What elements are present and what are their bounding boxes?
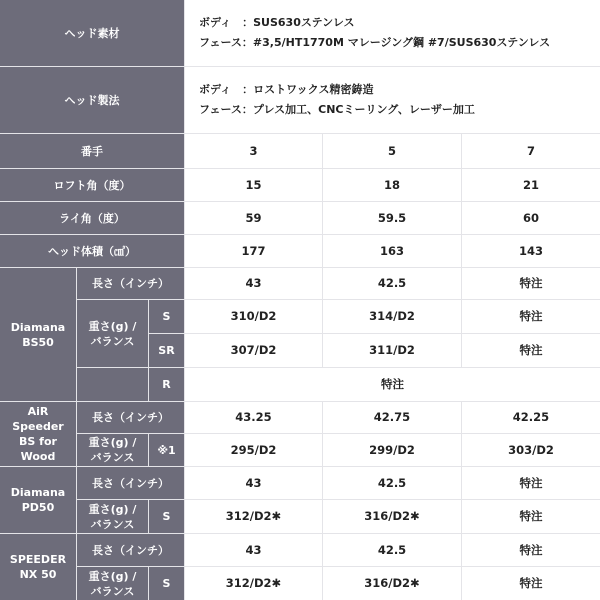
air-speeder-length-value: 42.25 — [462, 402, 600, 433]
diamana-bs-flex-s: S — [149, 300, 184, 333]
diamana-bs-length-value: 特注 — [462, 268, 600, 299]
material-label: ヘッド素材 — [0, 0, 184, 66]
speeder-nx-weight-value: 特注 — [462, 567, 600, 600]
diamana-pd-weight-value: 312/D2✱ — [185, 500, 322, 533]
number-label: 番手 — [0, 134, 184, 168]
diamana-bs-length-value: 43 — [185, 268, 322, 299]
shaft-diamana-pd-name: Diamana PD50 — [0, 467, 76, 533]
loft-value: 15 — [185, 169, 322, 201]
lie-value: 60 — [462, 202, 600, 234]
volume-value: 163 — [323, 235, 461, 267]
air-speeder-weight-label: 重さ(g) / バランス — [77, 434, 148, 466]
air-speeder-length-value: 43.25 — [185, 402, 322, 433]
speeder-nx-length-value: 43 — [185, 534, 322, 566]
diamana-pd-weight-value: 316/D2✱ — [323, 500, 461, 533]
diamana-pd-weight-value: 特注 — [462, 500, 600, 533]
volume-value: 143 — [462, 235, 600, 267]
speeder-nx-weight-value: 316/D2✱ — [323, 567, 461, 600]
air-speeder-length-label: 長さ（インチ） — [77, 402, 184, 433]
diamana-bs-s-value: 特注 — [462, 300, 600, 333]
shaft-diamana-bs-name: Diamana BS50 — [0, 268, 76, 401]
shaft-air-speeder-name: AiR Speeder BS for Wood — [0, 402, 76, 466]
lie-label: ライ角（度） — [0, 202, 184, 234]
loft-label: ロフト角（度） — [0, 169, 184, 201]
number-value: 3 — [185, 134, 322, 168]
lie-value: 59.5 — [323, 202, 461, 234]
air-speeder-flex: ※1 — [149, 434, 184, 466]
diamana-pd-flex: S — [149, 500, 184, 533]
speeder-nx-weight-value: 312/D2✱ — [185, 567, 322, 600]
air-speeder-length-value: 42.75 — [323, 402, 461, 433]
diamana-bs-length-value: 42.5 — [323, 268, 461, 299]
speeder-nx-length-value: 特注 — [462, 534, 600, 566]
number-value: 5 — [323, 134, 461, 168]
shaft-speeder-nx-name: SPEEDER NX 50 — [0, 534, 76, 600]
diamana-bs-r-value: 特注 — [185, 368, 600, 401]
speeder-nx-weight-label: 重さ(g) / バランス — [77, 567, 148, 600]
diamana-bs-sr-value: 307/D2 — [185, 334, 322, 367]
diamana-pd-length-value: 特注 — [462, 467, 600, 499]
diamana-bs-flex-sr: SR — [149, 334, 184, 367]
diamana-pd-length-value: 42.5 — [323, 467, 461, 499]
loft-value: 21 — [462, 169, 600, 201]
material-body-text: ボディ ：SUS630ステンレス — [199, 16, 355, 29]
air-speeder-weight-value: 299/D2 — [323, 434, 461, 466]
diamana-pd-length-label: 長さ（インチ） — [77, 467, 184, 499]
diamana-bs-s-value: 314/D2 — [323, 300, 461, 333]
volume-label: ヘッド体積（㎤） — [0, 235, 184, 267]
diamana-bs-length-label: 長さ（インチ） — [77, 268, 184, 299]
process-body-text: ボディ ：ロストワックス精密鋳造 — [199, 83, 374, 96]
diamana-bs-r-spacer — [77, 368, 148, 401]
air-speeder-weight-value: 295/D2 — [185, 434, 322, 466]
lie-value: 59 — [185, 202, 322, 234]
diamana-bs-flex-r: R — [149, 368, 184, 401]
diamana-bs-sr-value: 特注 — [462, 334, 600, 367]
volume-value: 177 — [185, 235, 322, 267]
speeder-nx-length-value: 42.5 — [323, 534, 461, 566]
material-face-text: フェース：#3,5/HT1770M マレージング鋼 #7/SUS630ステンレス — [199, 36, 551, 49]
diamana-bs-s-value: 310/D2 — [185, 300, 322, 333]
number-value: 7 — [462, 134, 600, 168]
air-speeder-weight-value: 303/D2 — [462, 434, 600, 466]
process-face-text: フェース：プレス加工、CNCミーリング、レーザー加工 — [199, 103, 475, 116]
speeder-nx-length-label: 長さ（インチ） — [77, 534, 184, 566]
process-label: ヘッド製法 — [0, 67, 184, 133]
diamana-bs-sr-value: 311/D2 — [323, 334, 461, 367]
diamana-pd-length-value: 43 — [185, 467, 322, 499]
process-value — [185, 67, 600, 133]
diamana-bs-weight-label: 重さ(g) / バランス — [77, 300, 148, 367]
loft-value: 18 — [323, 169, 461, 201]
material-value — [185, 0, 600, 66]
diamana-pd-weight-label: 重さ(g) / バランス — [77, 500, 148, 533]
speeder-nx-flex: S — [149, 567, 184, 600]
